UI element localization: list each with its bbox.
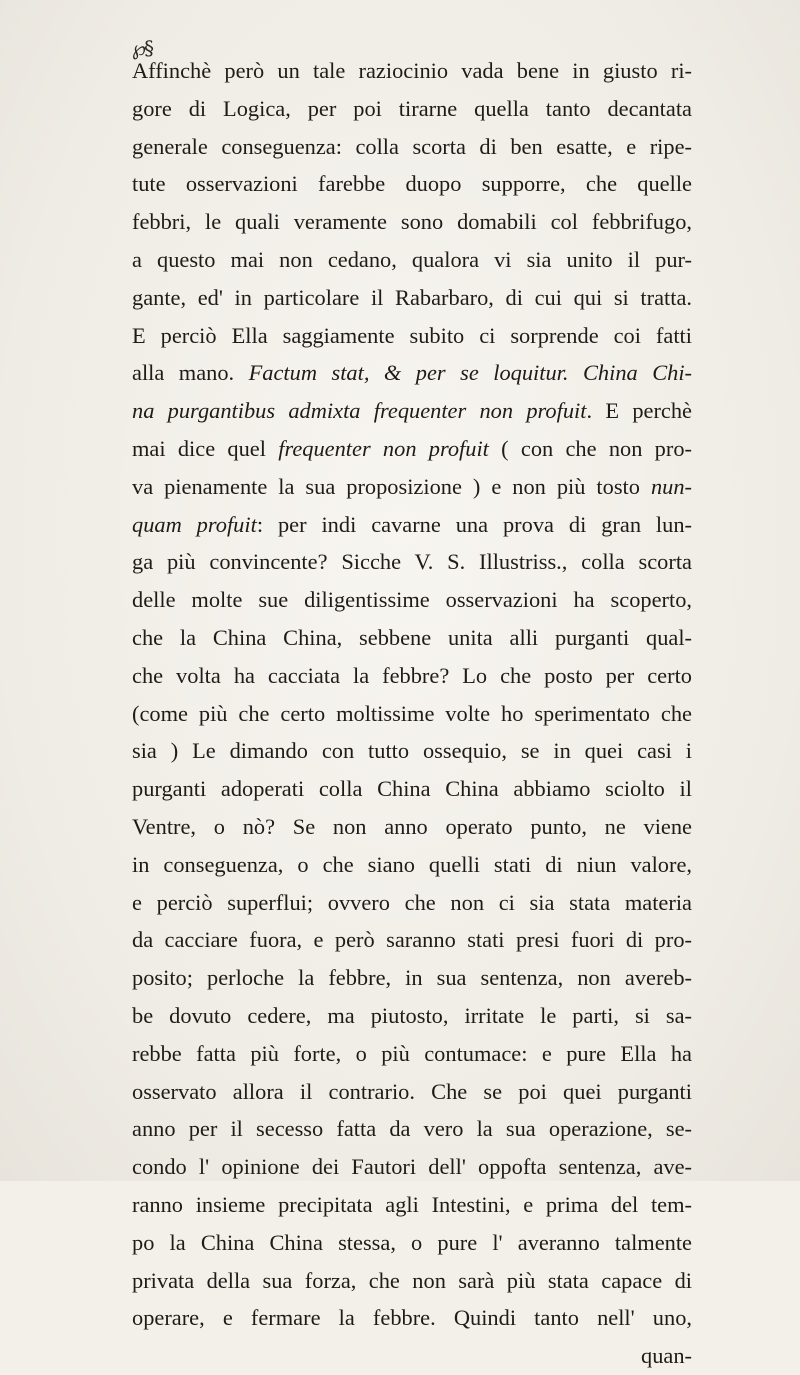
text-segment: generale conseguenza: colla scorta di ben esatte, e ripe- [132,133,692,159]
text-line [132,1299,692,1337]
text-line [132,1073,692,1111]
italic-text-segment: nun- [650,473,692,499]
text-line [132,1110,692,1148]
text-segment: va pienamente la sua proposizione ) e non più tosto [132,473,651,499]
text-line [132,1148,692,1186]
text-line [132,959,692,997]
text-line [132,1224,692,1262]
text-segment: febbri, le quali veramente sono domabili col febbrifugo, [132,209,692,235]
text-line [132,770,692,808]
text-line [132,392,692,430]
text-segment: gore di Logica, per poi tirarne quella tanto decantata [132,95,692,121]
text-line [132,468,692,506]
italic-text-segment: na purgantibus admixta frequenter non profuit [132,398,587,424]
text-line [132,52,692,90]
text-line [132,1035,692,1073]
text-segment: che volta ha cacciata la febbre? Lo che posto per certo [132,662,692,688]
text-line [132,203,692,241]
text-segment: e perciò superflui; ovvero che non ci sia stata materia [132,889,692,915]
text-line [132,695,692,733]
text-line [132,165,692,203]
italic-text-segment: frequenter non profuit [278,435,489,461]
text-line [132,657,692,695]
text-segment: che la China China, sebbene unita alli purganti qual- [132,624,692,650]
text-segment: Ventre, o nò? Se non anno operato punto, ne viene [132,813,692,839]
text-segment: posito; perloche la febbre, in sua sentenza, non avereb- [132,965,692,991]
text-segment: a questo mai non cedano, qualora vi sia unito il pur- [132,246,692,272]
text-line [132,1262,692,1300]
text-segment: po la China China stessa, o pure l' averanno talmente [132,1229,692,1255]
text-line [132,354,692,392]
text-segment: Affinchè però un tale raziocinio vada bene in giusto ri- [132,58,692,83]
text-line [132,506,692,544]
text-segment: ga più convincente? Sicche V. S. Illustriss., colla scorta [132,549,692,575]
text-segment: gante, ed' in particolare il Rabarbaro, di cui qui si tratta. [132,284,692,310]
text-line [132,732,692,770]
text-line [132,921,692,959]
text-segment: ( con che non pro- [488,435,692,461]
text-line [132,90,692,128]
text-segment: tute osservazioni farebbe duopo supporre, che quelle [132,171,692,197]
text-line [132,543,692,581]
text-line [132,846,692,884]
text-segment: purganti adoperati colla China China abbiamo sciolto il [132,776,692,802]
text-line [132,808,692,846]
text-segment: (come più che certo moltissime volte ho sperimentato che [132,700,692,726]
text-segment: : per indi cavarne una prova di gran lun- [256,511,692,537]
text-segment: condo l' opinione dei Fautori dell' oppofta sentenza, ave- [132,1154,692,1180]
text-segment: in conseguenza, o che siano quelli stati di niun valore, [132,851,692,877]
text-line [132,884,692,922]
text-segment: rebbe fatta più forte, o più contumace: e pure Ella ha [132,1040,692,1066]
text-segment: anno per il secesso fatta da vero la sua operazione, se- [132,1116,692,1142]
text-line [132,128,692,166]
text-line [132,1186,692,1224]
text-line [132,317,692,355]
text-segment: delle molte sue diligentissime osservazioni ha scoperto, [132,587,692,613]
text-line [132,581,692,619]
text-line [132,619,692,657]
text-segment: sia ) Le dimando con tutto ossequio, se in quei casi i [132,738,692,764]
text-line [132,1337,692,1375]
text-segment: E perciò Ella saggiamente subito ci sorprende coi fatti [132,322,692,348]
text-line [132,279,692,317]
text-line [132,430,692,468]
text-segment: . E perchè [586,398,692,424]
text-segment: osservato allora il contrario. Che se poi quei purganti [132,1078,692,1104]
text-segment: da cacciare fuora, e però saranno stati presi fuori di pro- [132,927,692,953]
text-segment: ranno insieme precipitata agli Intestini, e prima del tem- [132,1191,692,1217]
text-segment: quan- [641,1343,692,1369]
text-line [132,997,692,1035]
text-segment: privata della sua forza, che non sarà più stata capace di [132,1267,692,1293]
text-segment: be dovuto cedere, ma piutosto, irritate le parti, si sa- [132,1002,692,1028]
body-text [132,52,692,1375]
text-segment: mai dice quel [132,435,279,461]
text-line [132,241,692,279]
page-ornament: ℘§ [132,36,152,60]
text-segment: alla mano. [132,360,249,386]
italic-text-segment: Factum stat, & per se loquitur. China Chi- [248,360,692,386]
text-segment: operare, e fermare la febbre. Quindi tanto nell' uno, [132,1305,692,1331]
italic-text-segment: quam profuit [132,511,257,537]
